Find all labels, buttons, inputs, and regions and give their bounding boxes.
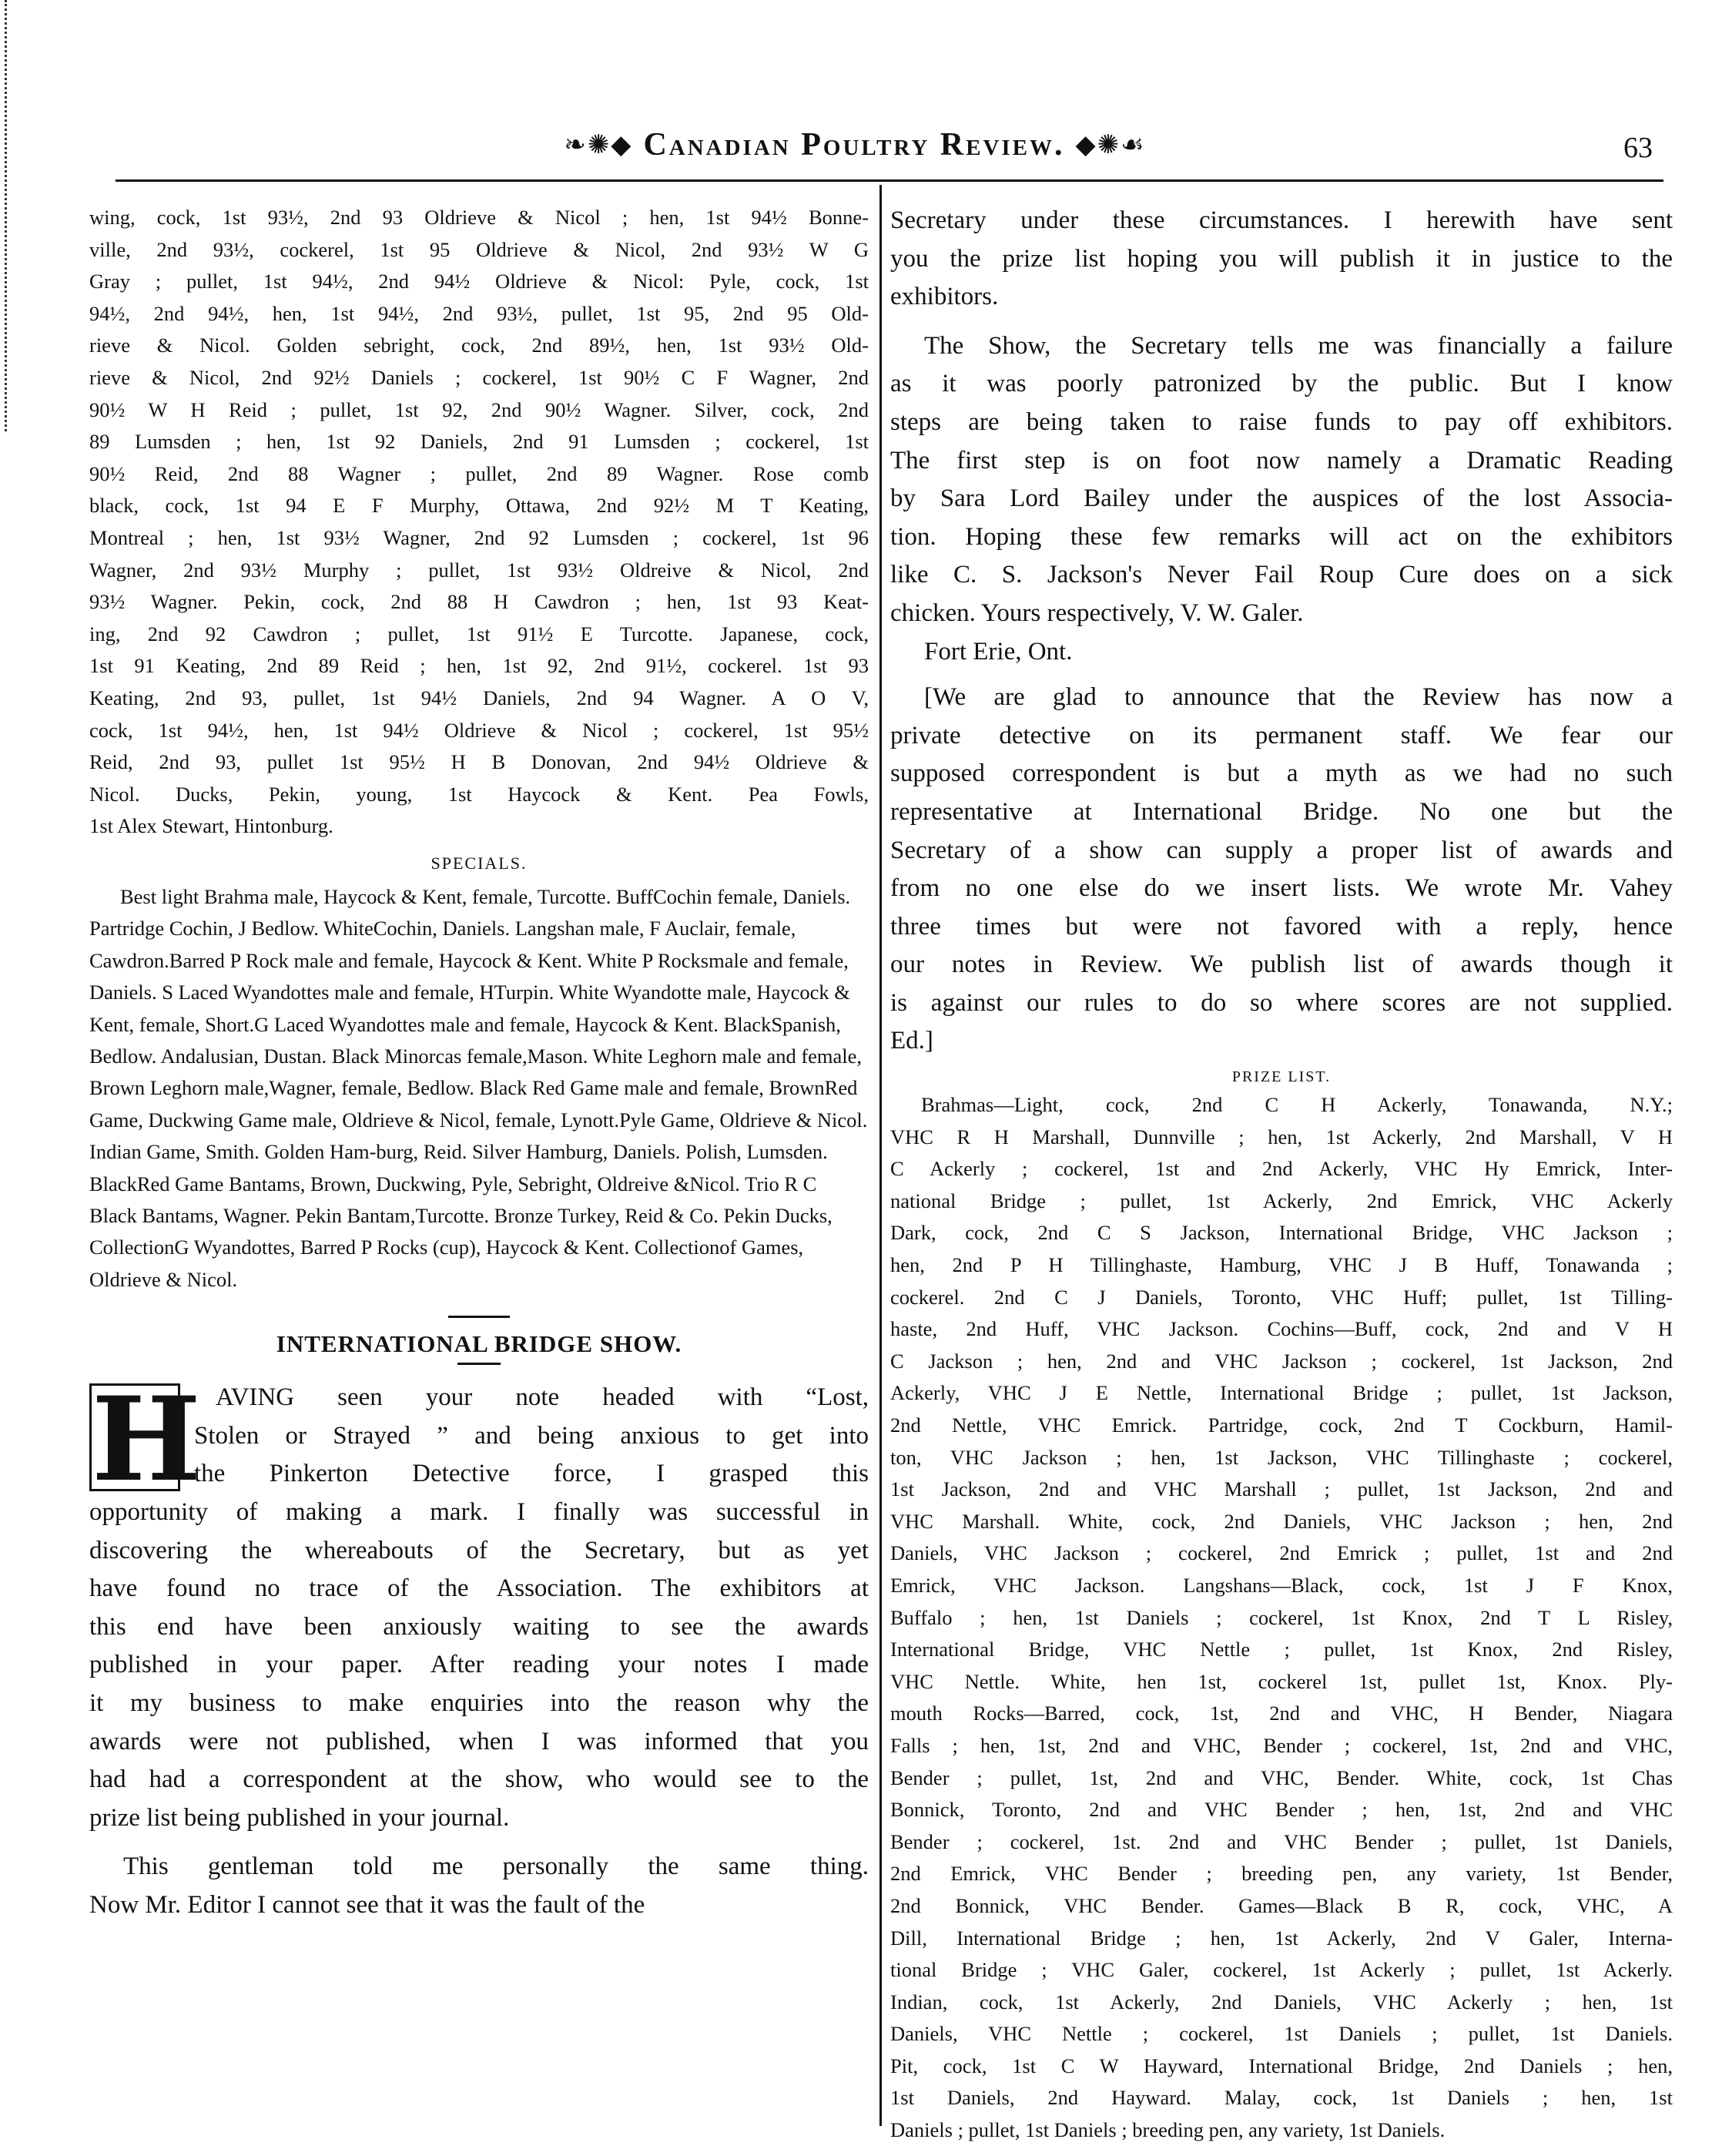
text-line: G Wyandottes, Barred P Rocks (cup), Haycock & Kent. Collection <box>174 1236 720 1259</box>
text-line: Bender ; pullet, 1st, 2nd and VHC, Bender. White, cock, 1st Chas <box>890 1765 1673 1789</box>
text-line: Keating, 2nd 93, pullet, 1st 94½ Daniels, 2nd 94 Wagner. A O V, <box>89 686 869 709</box>
place-line: Fort Erie, Ont. <box>924 637 1073 666</box>
text-line: male and female, Daniels. S Laced Wyandottes male and female, H <box>89 948 849 1004</box>
text-line: have found no trace of the Association. The exhibitors at <box>89 1574 869 1603</box>
text-line: Stolen or Strayed ” and being anxious to get into <box>194 1421 869 1450</box>
masthead-title: Canadian Poultry Review. <box>643 127 1065 163</box>
left-column <box>89 202 869 1924</box>
text-line: chicken. Yours respectively, V. W. Galer. <box>890 599 1304 627</box>
text-line: supposed correspondent is but a myth as we had no such <box>890 759 1673 788</box>
text-line: Daniels, VHC Jackson ; cockerel, 2nd Emrick ; pullet, 1st and 2nd <box>890 1541 1673 1565</box>
text-line: Secretary of a show can supply a proper list of awards and <box>890 836 1673 864</box>
text-line: cockerel. 2nd C J Daniels, Toronto, VHC Huff; pullet, 1st Tilling- <box>890 1285 1673 1309</box>
text-line: from no one else do we insert lists. We wrote Mr. Vahey <box>890 874 1673 903</box>
text-line: this end have been anxiously waiting to see the awards <box>89 1612 869 1641</box>
text-line: Pit, cock, 1st C W Hayward, International Bridge, 2nd Daniels ; hen, <box>890 2054 1673 2077</box>
editor-note <box>890 679 1673 1061</box>
text-line: private detective on its permanent staff. We fear our <box>890 721 1673 749</box>
masthead-flourish-right: ◆✺☙ <box>1075 131 1146 159</box>
text-line: ton, VHC Jackson ; hen, 1st Jackson, VHC Tillinghaste ; cockerel, <box>890 1445 1673 1469</box>
text-line: 1st 91 Keating, 2nd 89 Reid ; hen, 1st 92, 2nd 91½, cockerel. 1st 93 <box>89 654 869 678</box>
text-line: published in your paper. After reading your notes I made <box>89 1651 869 1679</box>
text-line: it my business to make enquiries into the reason why the <box>89 1688 869 1717</box>
text-line: Barred P Rock male and female, Haycock & Kent. White P Rocks <box>169 948 709 972</box>
text-line: opportunity of making a mark. I finally was successful in <box>89 1497 869 1526</box>
text-line: discovering the whereabouts of the Secretary, but as yet <box>89 1536 869 1564</box>
text-line: Dark, cock, 2nd C S Jackson, International Bridge, VHC Jackson ; <box>890 1221 1673 1245</box>
text-line: AVING seen your note headed with “Lost, <box>216 1383 869 1412</box>
text-line: steps are being taken to raise funds to pay off exhibitors. <box>890 407 1673 436</box>
right-column <box>890 202 1673 2147</box>
text-line: 1st Daniels, 2nd Hayward. Malay, cock, 1st Daniels ; hen, 1st <box>890 2086 1673 2110</box>
text-line: Montreal ; hen, 1st 93½ Wagner, 2nd 92 Lumsden ; cockerel, 1st 96 <box>89 525 869 549</box>
drop-cap: H <box>89 1383 180 1491</box>
text-line: Pyle Game, Oldrieve & Nicol. Indian Game, Smith. Golden Ham- <box>89 1108 868 1164</box>
header-rule <box>116 179 1663 182</box>
text-line: like C. S. Jackson's Never Fail Roup Cure does on a sick <box>890 561 1673 589</box>
text-line: Brahmas—Light, cock, 2nd C H Ackerly, Tonawanda, N.Y.; <box>921 1093 1673 1117</box>
text-line: 93½ Wagner. Pekin, cock, 2nd 88 H Cawdron ; hen, 1st 93 Keat- <box>89 590 869 614</box>
text-line: tion. Hoping these few remarks will act on the exhibitors <box>890 522 1673 551</box>
text-line: awards were not published, when I was informed that you <box>89 1727 869 1755</box>
text-line: black, cock, 1st 94 E F Murphy, Ottawa, 2nd 92½ M T Keating, <box>89 494 869 518</box>
text-line: three times but were not favored with a reply, hence <box>890 912 1673 941</box>
text-line: Red Game Bantams, Brown, Duckwing, Pyle, Sebright, Oldreive & <box>136 1172 690 1195</box>
article-paragraph-1 <box>89 1494 869 1837</box>
letter-continued <box>890 202 1673 317</box>
section-rule-top <box>448 1316 510 1318</box>
text-line: [We are glad to announce that the Review has now a <box>924 683 1673 712</box>
text-line: 2nd Emrick, VHC Bender ; breeding pen, any variety, 1st Bender, <box>890 1862 1673 1886</box>
masthead <box>539 117 1171 173</box>
text-line: the Pinkerton Detective force, I grasped this <box>194 1460 869 1488</box>
text-line: burg, Reid. Silver Hamburg, Daniels. Polish, Lumsden. Black <box>89 1140 828 1195</box>
text-line: representative at International Bridge. No one but the <box>890 797 1673 826</box>
text-line: haste, 2nd Huff, VHC Jackson. Cochins—Buff, cock, 2nd and V H <box>890 1317 1673 1341</box>
text-line: International Bridge, VHC Nettle ; pullet, 1st Knox, 2nd Risley, <box>890 1638 1673 1661</box>
article-opening <box>89 1372 869 1924</box>
text-line: of Games, Oldrieve & Nicol. <box>89 1236 804 1291</box>
text-line: VHC Marshall. White, cock, 2nd Daniels, VHC Jackson ; hen, 2nd <box>890 1509 1673 1533</box>
text-line: Turpin. White Wyandotte male, Haycock & Kent, female, Short. <box>89 981 850 1036</box>
text-line: mouth Rocks—Barred, cock, 1st, 2nd and VHC, H Bender, Niagara <box>890 1702 1673 1725</box>
text-line: is against our rules to do so where scores are not supplied. <box>890 988 1673 1017</box>
text-line: Wagner, female, Bedlow. Black Red Game male and female, Brown <box>269 1076 825 1100</box>
text-line: 1st Alex Stewart, Hintonburg. <box>89 814 333 838</box>
text-line: VHC R H Marshall, Dunnville ; hen, 1st Ackerly, 2nd Marshall, V H <box>890 1125 1673 1148</box>
text-line: Turcotte. Bronze Turkey, Reid & Co. Pekin Ducks, Collection <box>89 1203 833 1259</box>
text-line: VHC Nettle. White, hen 1st, cockerel 1st, pullet 1st, Knox. Ply- <box>890 1669 1673 1693</box>
text-line: Spanish, Bedlow. Andalusian, Dustan. Black Minorcas female, <box>89 1012 841 1068</box>
text-line: This gentleman told me personally the same thing. <box>123 1853 869 1881</box>
text-line: our notes in Review. We publish list of awards though it <box>890 951 1673 979</box>
text-line: Daniels ; pullet, 1st Daniels ; breeding pen, any variety, 1st Daniels. <box>890 2118 1446 2142</box>
text-line: 1st Jackson, 2nd and VHC Marshall ; pullet, 1st Jackson, 2nd and <box>890 1477 1673 1501</box>
specials-heading: SPECIALS. <box>430 853 528 873</box>
text-line: Now Mr. Editor I cannot see that it was the fault of the <box>89 1890 645 1919</box>
text-line: 2nd Nettle, VHC Emrick. Partridge, cock, 2nd T Cockburn, Hamil- <box>890 1413 1673 1437</box>
letter-paragraph <box>890 327 1673 633</box>
text-line: C Jackson ; hen, 2nd and VHC Jackson ; cockerel, 1st Jackson, 2nd <box>890 1349 1673 1373</box>
text-line: Nicol. Trio R C Black Bantams, Wagner. Pekin Bantam, <box>89 1172 817 1227</box>
text-line: as it was poorly patronized by the public. But I know <box>890 370 1673 398</box>
text-line: 90½ Reid, 2nd 88 Wagner ; pullet, 2nd 89 Wagner. Rose comb <box>89 461 869 485</box>
text-line: G Laced Wyandottes male and female, Haycock & Kent. Black <box>254 1012 772 1036</box>
text-line: ing, 2nd 92 Cawdron ; pullet, 1st 91½ E Turcotte. Japanese, cock, <box>89 622 869 645</box>
text-line: rieve & Nicol. Golden sebright, cock, 2nd 89½, hen, 1st 93½ Old- <box>89 334 869 357</box>
text-line: 89 Lumsden ; hen, 1st 92 Daniels, 2nd 91 Lumsden ; cockerel, 1st <box>89 430 869 454</box>
column-divider <box>879 185 882 2126</box>
text-line: Nicol. Ducks, Pekin, young, 1st Haycock & Kent. Pea Fowls, <box>89 782 869 806</box>
text-line: Ed.] <box>890 1027 933 1055</box>
text-line: hen, 2nd P H Tillinghaste, Hamburg, VHC J B Huff, Tonawanda ; <box>890 1253 1673 1277</box>
article-paragraph-2 <box>89 1848 869 1924</box>
prize-list <box>890 1089 1673 2147</box>
text-line: national Bridge ; pullet, 1st Ackerly, 2nd Emrick, VHC Ackerly <box>890 1189 1673 1212</box>
text-line: Buffalo ; hen, 1st Daniels ; cockerel, 1st Knox, 2nd T L Risley, <box>890 1605 1673 1629</box>
text-line: Bender ; cockerel, 1st. 2nd and VHC Bender ; pullet, 1st Daniels, <box>890 1829 1673 1853</box>
text-line: Emrick, VHC Jackson. Langshans—Black, cock, 1st J F Knox, <box>890 1573 1673 1597</box>
text-line: 2nd Bonnick, VHC Bender. Games—Black B R, cock, VHC, A <box>890 1893 1673 1917</box>
text-line: Bonnick, Toronto, 2nd and VHC Bender ; hen, 1st, 2nd and VHC <box>890 1798 1673 1822</box>
text-line: rieve & Nicol, 2nd 92½ Daniels ; cockerel, 1st 90½ C F Wagner, 2nd <box>89 365 869 389</box>
text-line: Dill, International Bridge ; hen, 1st Ackerly, 2nd V Galer, Interna- <box>890 1926 1673 1950</box>
text-line: by Sara Lord Bailey under the auspices of the lost Associa- <box>890 485 1673 513</box>
text-line: C Ackerly ; cockerel, 1st and 2nd Ackerly, VHC Hy Emrick, Inter- <box>890 1157 1673 1181</box>
text-line: cock, 1st 94½, hen, 1st 94½ Oldrieve & Nicol ; cockerel, 1st 95½ <box>89 718 869 742</box>
text-line: exhibitors. <box>890 283 999 311</box>
text-line: Red Game, Duckwing Game male, Oldrieve & Nicol, female, Lynott. <box>89 1076 858 1132</box>
article-title: INTERNATIONAL BRIDGE SHOW. <box>276 1330 682 1358</box>
drop-cap-lines <box>89 1379 869 1494</box>
text-line: Indian, cock, 1st Ackerly, 2nd Daniels, VHC Ackerly ; hen, 1st <box>890 1990 1673 2013</box>
text-line: The first step is on foot now namely a Dramatic Reading <box>890 446 1673 474</box>
section-rule-bottom <box>457 1363 501 1365</box>
text-line: tional Bridge ; VHC Galer, cockerel, 1st Ackerly ; pullet, 1st Ackerly. <box>890 1958 1673 1982</box>
text-line: The Show, the Secretary tells me was financially a failure <box>924 331 1673 360</box>
binding-edge-marks <box>0 0 7 431</box>
prize-list-continued <box>89 202 869 843</box>
page-number: 63 <box>1623 132 1653 164</box>
text-line: 90½ W H Reid ; pullet, 1st 92, 2nd 90½ Wagner. Silver, cock, 2nd <box>89 397 869 421</box>
text-line: Cochin, Daniels. Langshan male, F Auclair, female, Cawdron. <box>89 917 796 972</box>
text-line: Secretary under these circumstances. I herewith have sent <box>890 206 1673 234</box>
text-line: Best light Brahma male, Haycock & Kent, female, Turcotte. Buff <box>120 884 654 908</box>
text-line: Ackerly, VHC J E Nettle, International Bridge ; pullet, 1st Jackson, <box>890 1381 1673 1405</box>
text-line: Cochin female, Daniels. Partridge Cochin, J Bedlow. White <box>89 884 851 941</box>
specials-list <box>89 881 869 1296</box>
text-line: Wagner, 2nd 93½ Murphy ; pullet, 1st 93½ Oldreive & Nicol, 2nd <box>89 558 869 582</box>
text-line: Gray ; pullet, 1st 94½, 2nd 94½ Oldrieve & Nicol: Pyle, cock, 1st <box>89 270 869 293</box>
masthead-flourish-left: ❧✺◆ <box>564 131 633 159</box>
text-line: wing, cock, 1st 93½, 2nd 93 Oldrieve & Nicol ; hen, 1st 94½ Bonne- <box>89 206 869 229</box>
text-line: prize list being published in your journal. <box>89 1803 510 1832</box>
text-line: Reid, 2nd 93, pullet 1st 95½ H B Donovan, 2nd 94½ Oldrieve & <box>89 750 869 774</box>
text-line: 94½, 2nd 94½, hen, 1st 94½, 2nd 93½, pullet, 1st 95, 2nd 95 Old- <box>89 301 869 325</box>
text-line: Falls ; hen, 1st, 2nd and VHC, Bender ; cockerel, 1st, 2nd and VHC, <box>890 1733 1673 1757</box>
text-line: Daniels, VHC Nettle ; cockerel, 1st Daniels ; pullet, 1st Daniels. <box>890 2022 1673 2046</box>
text-line: ville, 2nd 93½, cockerel, 1st 95 Oldrieve & Nicol, 2nd 93½ W G <box>89 237 869 261</box>
prize-list-heading: PRIZE LIST. <box>1231 1068 1332 1086</box>
text-line: you the prize list hoping you will publish it in justice to the <box>890 244 1673 273</box>
text-line: Mason. White Leghorn male and female, Brown Leghorn male, <box>89 1044 863 1100</box>
text-line: had had a correspondent at the show, who would see to the <box>89 1765 869 1794</box>
